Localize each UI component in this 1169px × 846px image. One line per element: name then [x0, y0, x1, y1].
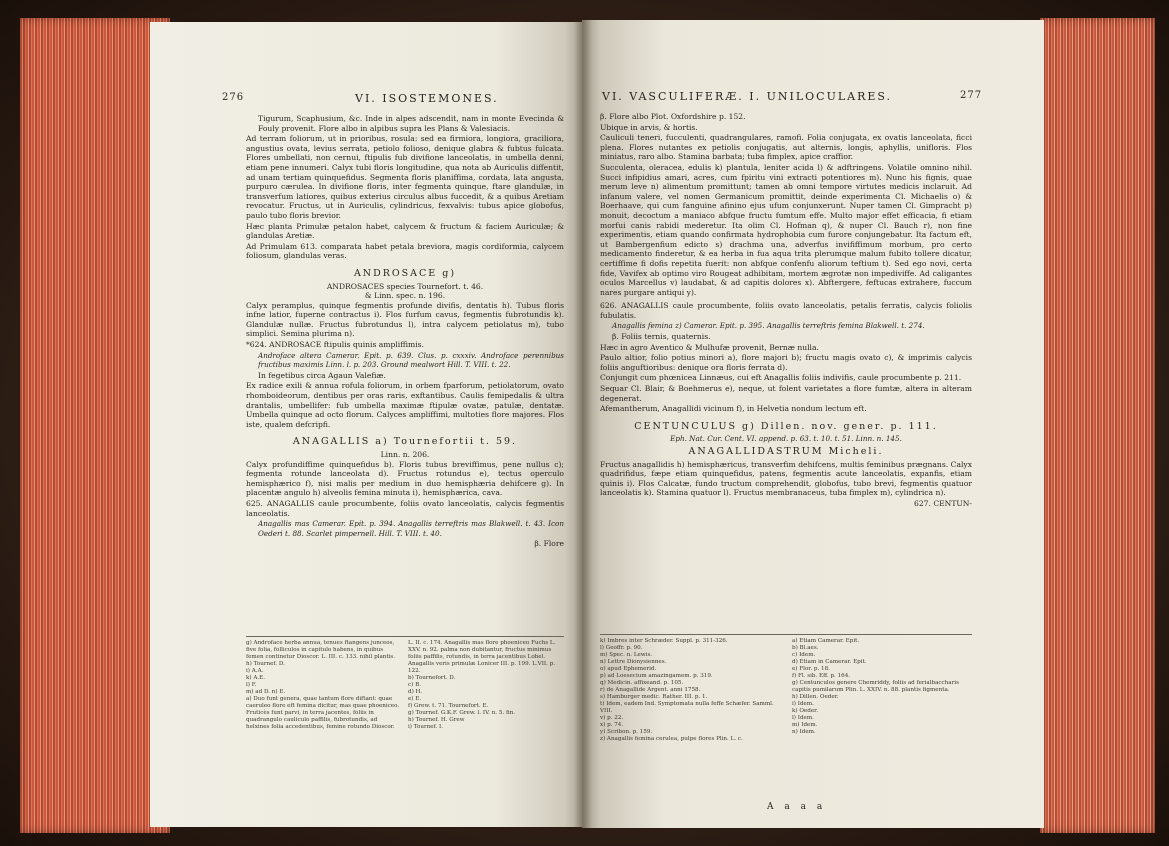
right-footnotes-col1	[600, 638, 780, 743]
footnote: d) H.	[408, 689, 423, 695]
paragraph: Ad terram foliorum, ut in prioribus, rosula: sed ea firmiora, longiora, graciliora, angustius ovata, levius serrata, petiolo folioso, denique glabra & fubtus fulcata. Flores umbellati, non cernui, ftipulis fub divifione lanceolatis, in umbella denni, etiam pene innumeri. Calyx tubi floris longitudine, qua nota ab Auriculis diffentit, ad unam tertiam quinquefidus. Segmenta floris planiffima, cordata, lata angusta, purpuro cærulea. In divifione floris, inter fegmenta quinque, ftare glandulæ, in transverfum latiores, quibus exterius circulus albus fuccedit, & a quibus Aretiam revocatur. Fructus, ut in Auriculis, cylindricus, fexvalvis: tubus apice globofus, paulo tubo floris brevior.	[246, 134, 564, 220]
genus-description: Calyx profundiffime quinquefidus b). Floris tubus breviffimus, pene nullus c); fegmenta rotunde lanceolata d). Fructus rotundus e), tectus operculo hemisphærico f), nisi malis per medium in duo hemisphæria dehifcere g). In placentæ angulo h) alveolis femina minuta i), hemisphærica, cava.	[246, 459, 564, 498]
genus-description: Fructus anagallidis h) hemisphæricus, transverfim dehifcens, multis feminibus prægnans. Calyx quadrifidus, fæpe etiam quinquefidus, patens, fegmentis acute lanceolatis, expanfis, etiam quinis i). Flos Calcatæ, fundo tructum comprehendit, globofus, tubo brevi, fegmentis quatuor lanceolatis k). Stamina quatuor l). Fructus membranaceus, tuba fimplex m), cylindrica n).	[600, 459, 972, 498]
right-footnotes-col2	[792, 638, 972, 736]
paragraph: Tigurum, Scaphusium, &c. Inde in alpes adscendit, nam in monte Evecinda & Fouly provenit. Flore albo in alpibus supra les Plans & Valesiacis.	[258, 114, 564, 133]
genus-heading: ANAGALLIDASTRUM Micheli.	[688, 446, 884, 457]
footnote: g) Androface herba annua, tenues ftangens junceos, five folia, folliculos in capitulo habens, in quibus femen continetur Dioscor. L. III. c. 133. nihil plantis.	[246, 640, 396, 660]
footnote: l) F.	[246, 682, 257, 688]
footnote-rule	[600, 634, 972, 635]
footnote: g) Centunculos genere Chemriddy, foliis ad ferialbaccharis capitis pumilarum Plin. L. XXIV. n. 88. plantis figmenta.	[792, 680, 959, 693]
genus-heading: ANAGALLIS a) Tournefortii t. 59.	[292, 436, 518, 448]
footnote: z) Anagallis femina cerulea, pulpe flores Plin. L. c.	[600, 736, 743, 742]
paragraph: Afemantherum, Anagallidi vicinum f), in Helvetia nondum lectum eft.	[600, 404, 867, 414]
footnote: m) ad D. n) E.	[246, 689, 286, 695]
paragraph: Ubique in arvis, & hortis.	[600, 122, 698, 132]
left-running-head	[150, 92, 582, 110]
right-page-number: 277	[960, 90, 983, 101]
species-habitat: In fegetibus circa Agaun Valefiæ.	[258, 370, 386, 380]
genus-heading: ANDROSACE g)	[353, 267, 457, 279]
footnote: t) Idem, eadem Ind. Symptomata nulla feffe Schæfer. Samml. VIII.	[600, 701, 774, 714]
footnote: n) Idem.	[792, 729, 816, 735]
footnote: b) Tournefort. D.	[408, 675, 456, 681]
footnote: m) Idem.	[792, 722, 818, 728]
footnote: b) Bl.aes.	[792, 645, 819, 651]
footnote: v) p. 22.	[600, 715, 624, 721]
species-description: Ex radice exili & annua rofula foliorum, in orbem fparforum, petiolatorum, ovato rhomboideorum, dentibus per oras raris, exftantibus. Caulis femipedalis & ultra drantalis, umbellifer: fub umbella maximæ ftipulæ ovatæ, patulæ, dentatæ. Umbella quinque ad octo florum. Calyces ampliffimi, multoties flore majores. Flos iste, qualem defcripfi.	[246, 381, 564, 429]
paragraph: Hæc planta Primulæ petalon habet, calycem & fructum & faciem Auriculæ; & glandulas Aretiæ.	[246, 221, 564, 241]
footnote: c) Idem.	[792, 652, 816, 658]
footnote: x) p. 74.	[600, 722, 624, 728]
right-page-title: VI. VASCULIFERÆ. I. UNILOCULARES.	[602, 90, 893, 103]
species-synonyms: Anagallis mas Camerar. Epit. p. 394. Anagallis terreftris mas Blakwell. t. 43. Icon Oederi t. 88. Scarlet pimpernell. Hill. T. VIII. t. 40.	[258, 519, 564, 538]
footnote: c) B.	[408, 682, 421, 688]
left-body	[246, 114, 564, 550]
species-description: Paulo altior, folio potius minori a), flore majori b); fructu magis ovato c), & imprimis calycis foliis anguftioribus: denique ora floris ferrata d).	[600, 353, 972, 372]
right-body	[600, 112, 972, 510]
species-heading: 626. ANAGALLIS caule procumbente, foliis ovato lanceolatis, petalis ferratis, calycis foliolis fubulatis.	[600, 301, 972, 320]
right-page	[582, 20, 1044, 828]
footnote: e) Flor. p. 18.	[792, 666, 830, 672]
footnote: o) apud Ephemerid.	[600, 666, 657, 672]
species-heading: *624. ANDROSACE ftipulis quinis ampliffimis.	[246, 340, 424, 350]
catchword: 627. CENTUN-	[914, 498, 972, 508]
paragraph: Sequar Cl. Blair, & Boehmerus e), neque, ut folent varietates a flore fumtæ, altera in alteram degenerat.	[600, 384, 972, 403]
footnote: i) Tournef. I.	[408, 724, 444, 730]
genus-heading: CENTUNCULUS g) Dillen. nov. gener. p. 111.	[634, 420, 938, 432]
footnote: s) Hamburger medic. Rather. III. p. 1.	[600, 694, 708, 700]
footnote: a) Etiam Camerar. Epit.	[792, 638, 860, 644]
left-footnotes-col1	[246, 640, 402, 731]
signature-mark: A a a a	[767, 802, 827, 812]
footnote: k) A.E.	[246, 675, 266, 681]
footnote: l) Idem.	[792, 715, 814, 721]
species-heading: 625. ANAGALLIS caule procumbente, foliis ovato lanceolatis, calycis fegmentis lanceolatis.	[246, 498, 564, 518]
footnote: m) Spec. n. Lewis.	[600, 652, 653, 658]
footnote: k) Oeder.	[792, 708, 818, 714]
footnote: r) de Anagallide Argent. anni 1758.	[600, 687, 701, 693]
footnote-rule	[246, 636, 564, 637]
footnote: y) Scribon. p. 159.	[600, 729, 653, 735]
footnote: p) ad Loesecium amazingamem. p. 319.	[600, 673, 713, 679]
paragraph: Succulenta, oleracea, edulis k) plantula, leniter acida l) & adftringens. Volatile omnino nihil. Succi infipidius amari, acres, cum fpiritu vini extracti potentiores m). Nunc his fignis, quae merum leve n) alimentum promittunt; tamen ab omni tempore virtutes medicis inclaruit. Ad infanum valere, vel nomen Germanicum promittit, deinde experimenta Cl. Michaelis o) & Boerhaave, qui cum fanguine afinino ejus ufum conjunxerunt. Nuper tamen Cl. Gimpracht p) monuit, decoctum a maniaco abfque fructu fumtum effe. Multo major effet efficacia, fi etiam morfui canis rabidi mederetur. Ita olim Cl. Hofman q), & nuper Cl. Bauch r), non fine experimentis, etiam quando confirmata hydrophobia cum furore conjungebatur. Ita factum eft, ut Bambergenfium edicto s) drachma una, adverfus invififfimum morbum, pro certo medicamento finderetur, & ea herba in fua aqua trita plerumque malum fubito tollere dicatur, certiffime fi dofis repetita fuerit: non abfque confenfu aliorum teftium t). Sed ego novi, certa fide, Vavifex ab optimo viro Rougeat adhibitam, mortem ægrotæ non impediviffe. Ad caligantes oculos Marcellus v) laudabat, & ad capitis dolores x). Abftergere, feftucas extrahere, fuccum nares purgare antiqui y).	[600, 162, 972, 297]
footnote: l) Geoffr. p. 90.	[600, 645, 643, 651]
species-synonyms: Androface altera Camerar. Epit. p. 639. Clus. p. cxxxiv. Androface perennibus fructibus maximis Linn. l. p. 203. Ground mealwort Hill. T. VIII. t. 22.	[258, 350, 564, 370]
footnote: f) Fl. sib. Eff. p. 164.	[792, 673, 851, 679]
footnote: k) Imbres inter Schræder. Suppl. p. 311-326.	[600, 638, 728, 644]
right-running-head	[582, 90, 1044, 108]
left-page-edges	[20, 18, 170, 833]
paragraph: β. Flore albo Plot. Oxfordshire p. 152.	[600, 112, 746, 121]
right-page-edges	[1040, 18, 1155, 833]
species-variety: β. Foliis ternis, quaternis.	[612, 332, 711, 342]
footnote: d) Etiam in Camerar. Epit.	[792, 659, 867, 665]
footnote: f) Grew. t. 71. Tournefort. E.	[408, 703, 489, 709]
species-habitat: Hæc in agro Aventico & Mulhufæ provenit, Bernæ nulla.	[600, 342, 819, 352]
footnote: h) Tournef. H. Grew	[408, 717, 465, 723]
left-page-number: 276	[222, 92, 245, 103]
species-synonyms: Anagallis femina z) Camerar. Epit. p. 395. Anagallis terreftris femina Blakwell. t. 274.	[612, 321, 925, 331]
paragraph: Ad Primulam 613. comparata habet petala breviora, magis cordiformia, calycem foliosum, glandulas veras.	[246, 241, 564, 261]
footnote: i) Idem.	[792, 701, 814, 707]
genus-subheading: ANDROSACES species Tournefort. t. 46.	[326, 281, 484, 291]
genus-description: Calyx peramplus, quinque fegmentis profunde divifis, dentatis h). Tubus floris infne latior, fuperne contractus i). Flos furfum cavus, fegmentis fubrotundis k). Glandulæ nullæ. Fructus fubrotundus l), intra calycem petiolatus m), tubo simplici. Semina plurima n).	[246, 300, 564, 339]
left-footnotes-col2	[408, 640, 564, 731]
genus-subheading: Eph. Nat. Cur. Cent. VI. append. p. 63. t. 10. t. 51. Linn. n. 145.	[670, 434, 902, 444]
genus-linnaeus-ref: Linn. n. 206.	[380, 450, 430, 459]
left-page	[150, 22, 582, 827]
left-page-title: VI. ISOSTEMONES.	[355, 92, 499, 105]
book-gutter	[574, 20, 592, 828]
footnote: n) Lettre Dionysiennes.	[600, 659, 667, 665]
footnote: a) Duo funt genera, quae tantum flore diftant: quae caeruleo flore eft femina dicitur, mas quae phoeniceo. Fruticès funt parvi, in terra jacentes, foliis in quadrangulo cauliculo paffilis, fubrotundis, ad helxines folia accedentibus, femine rotundo Dioscor.	[246, 696, 400, 730]
footnote: i) A.A.	[246, 668, 264, 674]
footnote: e) E.	[408, 696, 422, 702]
paragraph: Cauliculi teneri, fucculenti, quadrangulares, ramofi. Folia conjugata, ex ovatis lanceolata, ficci plena. Flores nutantes ex petiolis conjugatis, aut alternis, longis, aphyllis, unifloris. Flos miniatus, raro albo. Stamina barbata; tuba fimplex, apice craffior.	[600, 133, 972, 162]
footnote: L. II. c. 174. Anagallis mas flore phoeniceo Fuchs L. XXV. n. 92. palma non dubitantur, fructus minimus foliis paffilis, rotundis, in terra jacentibus Lobel. Anagallis veris primulæ Lonicer III. p. 199. L.VII. p. 122.	[408, 640, 556, 674]
footnote: h) Tournef. D.	[246, 661, 285, 667]
footnote: g) Tournef. G.K.F. Grew. l. IV. n. 5. fin.	[408, 710, 516, 716]
catchword: β. Flore	[534, 539, 564, 549]
footnote: h) Dillen. Oeder.	[792, 694, 839, 700]
footnote: q) Medicin. affixeand. p. 105.	[600, 680, 684, 686]
paragraph: Conjungit cum phœnicea Linnæus, cui eft Anagallis foliis indivifis, caule procumbente p. 211.	[600, 373, 962, 383]
genus-linnaeus-ref: & Linn. spec. n. 196.	[364, 291, 446, 301]
